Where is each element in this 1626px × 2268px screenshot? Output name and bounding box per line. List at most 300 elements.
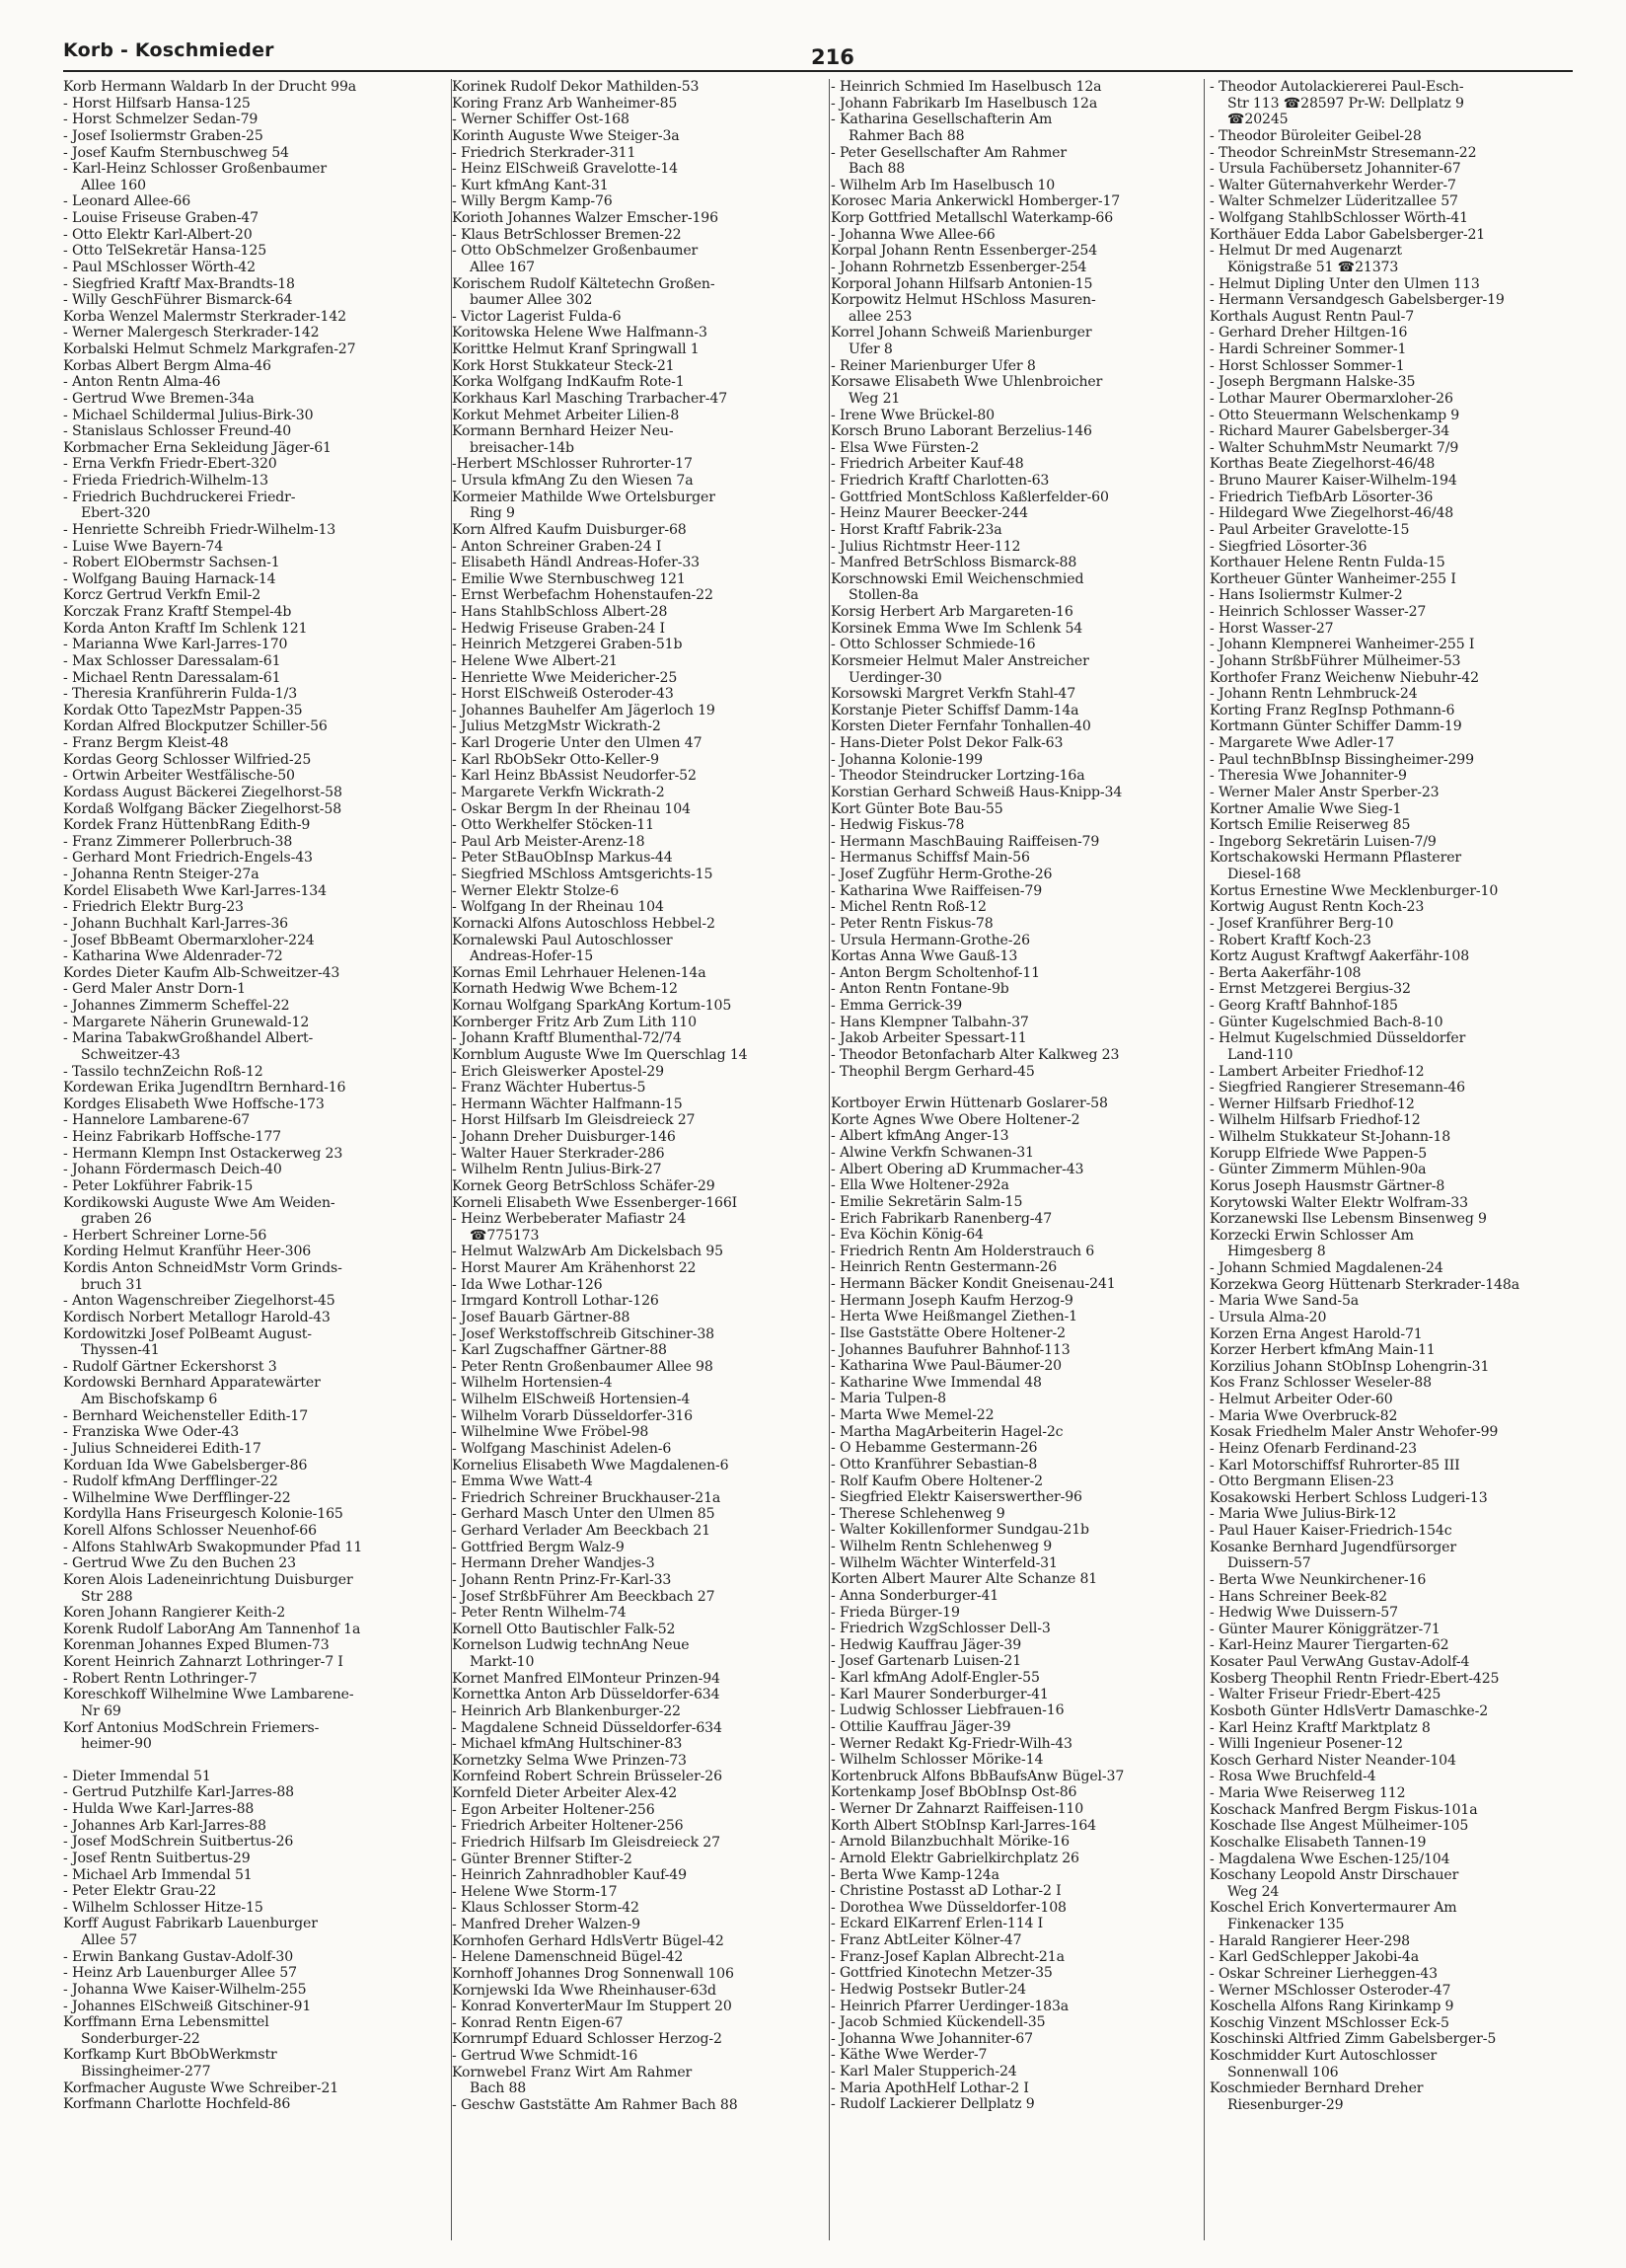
directory-entry: - Martha MagArbeiterin Hagel-2c [831,1423,1064,1440]
directory-entry: - Heinrich Arb Blankenburger-22 [452,1702,681,1719]
directory-entry: Korkhaus Karl Masching Trarbacher-47 [452,390,728,407]
directory-entry: - Friedrich Arbeiter Holtener-256 [452,1818,684,1835]
directory-entry: - Johann Buchhalt Karl-Jarres-36 [63,915,288,932]
directory-entry: - Rosa Wwe Bruchfeld-4 [1210,1769,1376,1785]
directory-entry: - Wolfgang StahlbSchlosser Wörth-41 [1210,210,1468,226]
directory-entry: - Konrad Rentn Eigen-67 [452,2014,624,2031]
directory-entry: - Luise Wwe Bayern-74 [63,538,224,555]
directory-entry: Korbas Albert Bergm Alma-46 [63,357,271,374]
directory-entry: - Otto Kranführer Sebastian-8 [831,1456,1038,1473]
directory-entry: - Wilhelm Rentn Schlehenweg 9 [831,1539,1053,1554]
directory-entry: - Friedrich WzgSchlosser Dell-3 [831,1621,1051,1637]
directory-entry: - Johanna Wwe Kaiser-Wilhelm-255 [63,1981,307,1998]
directory-entry: - Richard Maurer Gabelsberger-34 [1210,423,1450,440]
directory-entry: - Dorothea Wwe Düsseldorfer-108 [831,1899,1067,1916]
directory-entry: - Hulda Wwe Karl-Jarres-88 [63,1801,255,1817]
directory-entry: Korthas Beate Ziegelhorst-46/48 [1210,456,1436,473]
directory-entry: - Siegfried Lösorter-36 [1210,538,1367,555]
directory-entry: Kort Günter Bote Bau-55 [831,800,1003,817]
entry-continuation: Bach 88 [470,2080,527,2097]
directory-entry: - Horst Maurer Am Krähenhorst 22 [452,1260,697,1276]
entry-continuation: Weg 24 [1227,1883,1280,1900]
directory-entry: - Friedrich Rentn Am Holderstrauch 6 [831,1243,1095,1259]
directory-entry: - Helmut Dr med Augenarzt [1210,243,1402,260]
directory-entry: - Peter Gesellschafter Am Rahmer [831,144,1067,161]
directory-entry: Korenman Johannes Exped Blumen-73 [63,1637,330,1654]
directory-entry: - Heinrich Metzgerei Graben-51b [452,637,683,653]
entry-continuation: Ring 9 [470,505,515,522]
directory-entry: Koring Franz Arb Wanheimer-85 [452,95,678,112]
directory-entry: Kortenbruck Alfons BbBaufsAnw Bügel-37 [831,1768,1125,1784]
directory-entry: Korf Antonius ModSchrein Friemers- [63,1719,320,1736]
directory-entry: - Arnold Elektr Gabrielkirchplatz 26 [831,1850,1079,1866]
directory-entry: - Max Schlosser Daressalam-61 [63,652,281,669]
directory-entry: - Hedwig Kauffrau Jäger-39 [831,1636,1022,1653]
directory-entry: Kordaß Wolfgang Bäcker Ziegelhorst-58 [63,800,342,817]
directory-entry: - Josef Gartenarb Luisen-21 [831,1653,1022,1670]
directory-entry: - Otto ObSchmelzer Großenbaumer [452,243,699,260]
directory-entry: - Helene Wwe Albert-21 [452,652,618,669]
directory-entry: Kortmann Günter Schiffer Damm-19 [1210,718,1462,735]
directory-entry: Korinek Rudolf Dekor Mathilden-53 [452,79,700,95]
directory-entry: - Ella Wwe Holtener-292a [831,1177,1009,1194]
directory-entry: - Heinz ElSchweiß Gravelotte-14 [452,161,678,178]
directory-entry: - Johann Rentn Prinz-Fr-Karl-33 [452,1571,672,1588]
directory-entry: - Robert ElObermstr Sachsen-1 [63,555,280,571]
directory-entry: Kordisch Norbert Metallogr Harold-43 [63,1309,331,1325]
directory-entry: - Gerhard Dreher Hiltgen-16 [1210,325,1408,341]
directory-entry: - Willi Ingenieur Posener-12 [1210,1736,1403,1753]
directory-entry: Kosakowski Herbert Schloss Ludgeri-13 [1210,1489,1488,1506]
directory-entry: Korzilius Johann StObInsp Lohengrin-31 [1210,1358,1490,1375]
entry-continuation: Weg 21 [849,390,901,407]
directory-entry: - Theresia Kranführerin Fulda-1/3 [63,686,298,703]
directory-entry: Korytowski Walter Elektr Wolfram-33 [1210,1194,1468,1211]
directory-entry: - Wolfgang In der Rheinau 104 [452,899,664,916]
directory-entry: - Wilhelm Arb Im Haselbusch 10 [831,177,1056,193]
directory-entry: - Marianna Wwe Karl-Jarres-170 [63,637,288,653]
directory-entry: - Berta Wwe Kamp-124a [831,1866,999,1883]
directory-entry: - Karl-Heinz Schlosser Großenbaumer [63,161,327,178]
directory-entry: - Horst Hilfsarb Im Gleisdreieck 27 [452,1112,696,1129]
directory-entry: - Hedwig Friseuse Graben-24 I [452,620,665,637]
directory-entry: - Gertrud Wwe Bremen-34a [63,390,255,407]
entry-continuation: Königstraße 51 ☎21373 [1227,259,1399,275]
directory-entry: - Hermann Joseph Kaufm Herzog-9 [831,1292,1073,1309]
directory-entry: - Michael Arb Immendal 51 [63,1866,253,1883]
directory-column-2 [452,79,807,2250]
directory-entry: - Rolf Kaufm Obere Holtener-2 [831,1473,1043,1489]
directory-entry: - Marina TabakwGroßhandel Albert- [63,1030,314,1047]
entry-continuation: Str 113 ☎28597 Pr-W: Dellplatz 9 [1227,95,1464,112]
directory-entry: Korthäuer Edda Labor Gabelsberger-21 [1210,226,1486,243]
directory-entry: Kornhoff Johannes Drog Sonnenwall 106 [452,1965,734,1982]
directory-entry: - Josef Isoliermstr Graben-25 [63,127,263,144]
directory-entry: Kornek Georg BetrSchloss Schäfer-29 [452,1177,715,1194]
directory-entry: - Bruno Maurer Kaiser-Wilhelm-194 [1210,473,1457,489]
directory-entry: - Ernst Werbefachm Hohenstaufen-22 [452,587,713,604]
directory-entry: - Johann Rentn Lehmbruck-24 [1210,686,1418,703]
directory-entry: - Theophil Bergm Gerhard-45 [831,1063,1035,1080]
directory-entry: - Erna Verkfn Friedr-Ebert-320 [63,456,277,473]
directory-entry: Korp Gottfried Metallschl Waterkamp-66 [831,210,1114,226]
directory-entry: Korzecki Erwin Schlosser Am [1210,1227,1414,1244]
directory-entry: - Josef Kaufm Sternbuschweg 54 [63,144,289,161]
directory-entry: - Hans Isoliermstr Kulmer-2 [1210,587,1403,604]
directory-entry: - Franz Zimmerer Pollerbruch-38 [63,833,293,850]
directory-entry: - Horst ElSchweiß Osteroder-43 [452,686,674,703]
directory-entry: - Karl Heinz Kraftf Marktplatz 8 [1210,1719,1431,1736]
directory-entry: - Helmut Kugelschmied Düsseldorfer [1210,1030,1466,1047]
directory-entry: - Franziska Wwe Oder-43 [63,1424,240,1441]
directory-entry: - Theodor Autolackiererei Paul-Esch- [1210,79,1464,95]
directory-entry: - Wilhelm Wächter Winterfeld-31 [831,1554,1058,1571]
directory-entry: Koschmidder Kurt Autoschlosser [1210,2048,1438,2064]
directory-entry: Kording Helmut Kranführ Heer-306 [63,1244,312,1260]
directory-entry: - Theodor Steindrucker Lortzing-16a [831,768,1085,785]
directory-entry: Korte Agnes Wwe Obere Holtener-2 [831,1111,1080,1128]
directory-entry: - Hedwig Fiskus-78 [831,817,965,834]
directory-entry: - Wolfgang Bauing Harnack-14 [63,570,276,587]
directory-entry: Korioth Johannes Walzer Emscher-196 [452,210,718,226]
entry-continuation: Duissern-57 [1227,1555,1311,1572]
directory-entry: Koschig Vinzent MSchlosser Eck-5 [1210,2014,1449,2031]
entry-continuation: Allee 57 [81,1932,138,1948]
directory-entry: Korpal Johann Rentn Essenberger-254 [831,243,1098,260]
directory-entry: - Gottfried MontSchloss Kaßlerfelder-60 [831,489,1109,505]
entry-continuation: Allee 167 [470,259,535,275]
directory-entry: - Arnold Bilanzbuchhalt Mörike-16 [831,1834,1070,1851]
directory-entry: - Heinrich Schmied Im Haselbusch 12a [831,79,1102,95]
directory-entry: - Eckard ElKarrenf Erlen-114 I [831,1916,1044,1932]
directory-entry: - Horst Hilfsarb Hansa-125 [63,95,251,112]
directory-entry: -Herbert MSchlosser Ruhrorter-17 [452,456,693,473]
directory-entry: Kosch Gerhard Nister Neander-104 [1210,1752,1456,1769]
directory-entry: - Friedrich Kraftf Charlotten-63 [831,473,1050,489]
directory-entry: Kortner Amalie Wwe Sieg-1 [1210,800,1402,817]
directory-entry: Kornfeind Robert Schrein Brüsseler-26 [452,1769,722,1785]
directory-entry: - Herbert Schreiner Lorne-56 [63,1227,267,1244]
directory-entry: - Katharine Wwe Immendal 48 [831,1374,1042,1391]
directory-entry: - Irene Wwe Brückel-80 [831,407,996,423]
directory-entry: - Otto Steuermann Welschenkamp 9 [1210,407,1460,423]
directory-entry: - Josef Zugführ Herm-Grothe-26 [831,867,1053,882]
directory-entry: - Maria ApothHelf Lothar-2 I [831,2079,1029,2096]
directory-entry: - Julius MetzgMstr Wickrath-2 [452,718,661,735]
directory-entry: Kordes Dieter Kaufm Alb-Schweitzer-43 [63,964,340,981]
directory-entry: - Werner Elektr Stolze-6 [452,882,620,899]
directory-entry: - Wilhelm Schlosser Mörike-14 [831,1752,1044,1769]
directory-entry: - Karl Maurer Sonderburger-41 [831,1686,1049,1702]
directory-entry: - Hermann Bäcker Kondit Gneisenau-241 [831,1276,1116,1292]
directory-column-3 [831,79,1186,2250]
directory-entry: Koschack Manfred Bergm Fiskus-101a [1210,1801,1478,1818]
directory-entry: - Werner Hilfsarb Friedhof-12 [1210,1096,1415,1112]
directory-entry: Korczak Franz Kraftf Stempel-4b [63,604,292,620]
directory-entry: Korsch Bruno Laborant Berzelius-146 [831,423,1092,440]
directory-entry: - Johann Dreher Duisburger-146 [452,1129,676,1145]
directory-entry: - Theodor Betonfacharb Alter Kalkweg 23 [831,1046,1120,1063]
directory-entry: - Ilse Gaststätte Obere Holtener-2 [831,1324,1066,1341]
directory-entry: - Heinz Werbeberater Mafiastr 24 [452,1211,687,1228]
directory-entry: - Klaus Schlosser Storm-42 [452,1900,639,1917]
directory-entry: - Rudolf Lackierer Dellplatz 9 [831,2096,1035,2113]
directory-entry: - Franz AbtLeiter Kölner-47 [831,1932,1022,1948]
directory-entry: - Albert Obering aD Krummacher-43 [831,1161,1084,1177]
directory-entry: Korosec Maria Ankerwickl Homberger-17 [831,193,1121,210]
directory-entry: - Peter Rentn Wilhelm-74 [452,1605,627,1622]
directory-entry: - Hermann Dreher Wandjes-3 [452,1555,655,1572]
directory-entry: Korsten Dieter Fernfahr Tonhallen-40 [831,718,1091,735]
directory-entry: - Julius Richtmstr Heer-112 [831,538,1021,555]
directory-entry: - Johannes Zimmerm Scheffel-22 [63,998,290,1014]
directory-entry: - Paul Arb Meister-Arenz-18 [452,833,645,850]
entry-continuation: baumer Allee 302 [470,292,593,309]
directory-entry: - Gottfried Bergm Walz-9 [452,1539,625,1555]
directory-entry: - Horst Schlosser Sommer-1 [1210,357,1405,374]
directory-entry: - Manfred BetrSchloss Bismarck-88 [831,555,1077,571]
directory-entry: - Horst Kraftf Fabrik-23a [831,521,1002,538]
directory-entry: - Marta Wwe Memel-22 [831,1407,995,1423]
directory-entry: - Georg Kraftf Bahnhof-185 [1210,998,1398,1014]
directory-entry: - Karl Heinz BbAssist Neudorfer-52 [452,768,697,785]
directory-entry: - Ida Wwe Lothar-126 [452,1276,603,1293]
directory-entry: Kornrumpf Eduard Schlosser Herzog-2 [452,2031,722,2048]
directory-entry: - Emma Gerrick-39 [831,998,963,1014]
directory-entry: Korschnowski Emil Weichenschmied [831,570,1084,587]
directory-entry: - Katharina Wwe Raiffeisen-79 [831,882,1043,899]
directory-entry: Koren Johann Rangierer Keith-2 [63,1605,286,1622]
entry-continuation: Sonnenwall 106 [1227,2064,1339,2080]
directory-entry: - Louise Friseuse Graben-47 [63,210,259,226]
entry-continuation: Land-110 [1227,1046,1293,1063]
directory-entry: - Friedrich TiefbArb Lösorter-36 [1210,489,1434,505]
directory-entry: - Hermann Klempn Inst Ostackerweg 23 [63,1145,343,1162]
directory-entry: - Eva Köchin König-64 [831,1227,984,1244]
directory-entry: - Peter Rentn Fiskus-78 [831,915,994,932]
directory-entry: - Johann Klempnerei Wanheimer-255 I [1210,637,1475,653]
directory-entry: Koschella Alfons Rang Kirinkamp 9 [1210,1999,1454,2015]
directory-entry: - Ursula Fachübersetz Johanniter-67 [1210,161,1461,178]
directory-entry: - Gertrud Wwe Zu den Buchen 23 [63,1555,296,1572]
directory-entry: - Kurt kfmAng Kant-31 [452,177,609,193]
directory-entry: Kormann Bernhard Heizer Neu- [452,423,674,440]
directory-entry: - Theodor Büroleiter Geibel-28 [1210,127,1422,144]
directory-entry: Koschinski Altfried Zimm Gabelsberger-5 [1210,2031,1497,2048]
directory-entry: Kornblum Auguste Wwe Im Querschlag 14 [452,1046,748,1063]
entry-continuation: Sonderburger-22 [81,2030,200,2047]
directory-entry: - Johanna Wwe Allee-66 [831,226,996,243]
directory-entry: - Tassilo technZeichn Roß-12 [63,1063,263,1080]
directory-entry: - Heinrich Pfarrer Uerdinger-183a [831,1998,1070,2014]
directory-entry: Kortheuer Günter Wanheimer-255 I [1210,570,1456,587]
directory-entry: - Wilhelm Rentn Julius-Birk-27 [452,1162,662,1178]
directory-entry: - Ursula Hermann-Grothe-26 [831,932,1030,948]
directory-entry: Koreschkoff Wilhelmine Wwe Lambarene- [63,1687,354,1703]
directory-entry: - Hans-Dieter Polst Dekor Falk-63 [831,735,1064,751]
directory-entry: - Werner Dr Zahnarzt Raiffeisen-110 [831,1801,1084,1817]
directory-entry: Korthofer Franz Weichenw Niebuhr-42 [1210,669,1479,686]
directory-entry: - Alfons StahlwArb Swakopmunder Pfad 11 [63,1539,363,1555]
directory-entry: - Theresia Wwe Johanniter-9 [1210,768,1407,785]
directory-entry: Korth Albert StObInsp Karl-Jarres-164 [831,1817,1096,1834]
directory-entry: - Ursula kfmAng Zu den Wiesen 7a [452,473,694,489]
directory-entry: - Frieda Bürger-19 [831,1604,960,1621]
directory-entry: - Siegfried MSchloss Amtsgerichts-15 [452,867,713,882]
directory-entry: - Oskar Schreiner Lierheggen-43 [1210,1965,1438,1982]
directory-entry: - Johann Schmied Magdalenen-24 [1210,1260,1443,1276]
directory-entry: - Ottilie Kauffrau Jäger-39 [831,1718,1011,1735]
directory-entry: Kordas Georg Schlosser Wilfried-25 [63,751,312,768]
directory-entry: Korduan Ida Wwe Gabelsberger-86 [63,1457,308,1474]
entry-continuation: graben 26 [81,1211,152,1228]
entry-continuation: Stollen-8a [849,587,919,604]
directory-entry: - Erwin Bankang Gustav-Adolf-30 [63,1948,294,1965]
directory-entry: Kordowitzki Josef PolBeamt August- [63,1325,312,1342]
directory-entry: - Otto Bergmann Elisen-23 [1210,1474,1394,1490]
entry-continuation: Bissingheimer-277 [81,2064,211,2079]
directory-entry: Korenk Rudolf LaborAng Am Tannenhof 1a [63,1621,361,1637]
directory-entry: Korittke Helmut Kranf Springwall 1 [452,341,700,357]
directory-entry: - Katharina Wwe Aldenrader-72 [63,948,283,965]
directory-entry: - Albert kfmAng Anger-13 [831,1128,1009,1145]
directory-entry: - Robert Rentn Lothringer-7 [63,1670,258,1687]
directory-entry: Kortus Ernestine Wwe Mecklenburger-10 [1210,882,1499,899]
directory-entry: - Franz Wächter Hubertus-5 [452,1080,646,1096]
directory-entry: - Erich Gleiswerker Apostel-29 [452,1063,664,1080]
directory-entry: - Ursula Alma-20 [1210,1309,1327,1325]
directory-entry: - Anton Rentn Fontane-9b [831,981,1009,998]
directory-entry: - Werner MSchlosser Osteroder-47 [1210,1982,1451,1999]
directory-entry: Korpowitz Helmut HSchloss Masuren- [831,292,1096,309]
directory-entry: - Emma Wwe Watt-4 [452,1474,593,1490]
directory-entry: Kordges Elisabeth Wwe Hoffsche-173 [63,1096,325,1112]
directory-entry: - Maria Wwe Sand-5a [1210,1293,1360,1310]
directory-entry: - Hermanus Schiffsf Main-56 [831,850,1030,867]
directory-entry: - Ludwig Schlosser Liebfrauen-16 [831,1702,1065,1719]
directory-entry: - Theodor SchreinMstr Stresemann-22 [1210,144,1477,161]
directory-entry: - Josef StrßbFührer Am Beeckbach 27 [452,1588,715,1605]
directory-entry: - Gertrud Wwe Schmidt-16 [452,2048,638,2064]
directory-entry: - Hans Klempner Talbahn-37 [831,1014,1029,1030]
directory-entry: - Friedrich Sterkrader-311 [452,144,636,161]
directory-entry: Koschmieder Bernhard Dreher [1210,2080,1424,2097]
directory-entry: Kosberg Theophil Rentn Friedr-Ebert-425 [1210,1670,1500,1687]
directory-entry: - Hans StahlbSchloss Albert-28 [452,604,668,620]
directory-entry: - Karl-Heinz Maurer Tiergarten-62 [1210,1637,1449,1654]
directory-entry: - Peter StBauObInsp Markus-44 [452,850,673,867]
entry-continuation: Himgesberg 8 [1227,1244,1326,1260]
directory-entry: Kornfeld Dieter Arbeiter Alex-42 [452,1785,678,1801]
directory-entry: - Günter Maurer Königgrätzer-71 [1210,1621,1441,1637]
directory-entry: Kornetzky Selma Wwe Prinzen-73 [452,1752,687,1769]
directory-entry: - Victor Lagerist Fulda-6 [452,308,622,325]
directory-entry: - Günter Zimmerm Mühlen-90a [1210,1162,1427,1178]
directory-entry: Korcz Gertrud Verkfn Emil-2 [63,587,261,604]
directory-entry: - Johanna Wwe Johanniter-67 [831,2030,1033,2047]
directory-entry: Koren Alois Ladeneinrichtung Duisburger [63,1571,353,1588]
directory-entry: - Wilhelm Stukkateur St-Johann-18 [1210,1129,1451,1145]
directory-entry: - Walter Friseur Friedr-Ebert-425 [1210,1687,1441,1703]
entry-continuation: ☎20245 [1227,112,1289,128]
directory-entry: Korinth Auguste Wwe Steiger-3a [452,127,680,144]
directory-entry: Korthals August Rentn Paul-7 [1210,308,1415,325]
directory-entry: - Horst Schmelzer Sedan-79 [63,112,259,128]
directory-entry: - Wilhelm ElSchweiß Hortensien-4 [452,1392,691,1407]
directory-entry: Kornhofen Gerhard HdlsVertr Bügel-42 [452,1932,724,1949]
directory-entry: - Werner Schiffer Ost-168 [452,112,629,128]
entry-gap [63,1753,418,1769]
directory-entry: Korn Alfred Kaufm Duisburger-68 [452,521,687,538]
page-header-range: Korb - Koschmieder [63,39,274,61]
directory-entry: - Paul technBbInsp Bissingheimer-299 [1210,751,1474,768]
directory-entry: - Jakob Arbeiter Spessart-11 [831,1030,1027,1047]
directory-entry: - Hardi Schreiner Sommer-1 [1210,341,1407,357]
directory-entry: Korfmann Charlotte Hochfeld-86 [63,2096,291,2113]
directory-entry: Korstanje Pieter Schiffsf Damm-14a [831,702,1079,718]
directory-entry: - Willy Bergm Kamp-76 [452,193,613,210]
directory-entry: Korrel Johann Schweiß Marienburger [831,325,1092,341]
directory-entry: - Geschw Gaststätte Am Rahmer Bach 88 [452,2096,738,2113]
directory-entry: - Michel Rentn Roß-12 [831,899,987,916]
directory-entry: - Karl Zugschaffner Gärtner-88 [452,1342,667,1359]
directory-entry: - Josef ModSchrein Suitbertus-26 [63,1834,294,1851]
directory-entry: Kornet Manfred ElMonteur Prinzen-94 [452,1670,720,1687]
directory-entry: - Anton Wagenschreiber Ziegelhorst-45 [63,1293,335,1310]
directory-entry: - Ingeborg Sekretärin Luisen-7/9 [1210,833,1437,850]
entry-continuation: Riesenburger-29 [1227,2096,1344,2113]
directory-entry: - Heinrich Zahnradhobler Kauf-49 [452,1867,687,1884]
directory-entry: - Johann StrßbFührer Mülheimer-53 [1210,652,1461,669]
directory-entry: - Hermann Versandgesch Gabelsberger-19 [1210,292,1505,309]
directory-entry: Korthauer Helene Rentn Fulda-15 [1210,555,1445,571]
directory-entry: - Therese Schlehenweg 9 [831,1505,1005,1522]
entry-continuation: Thyssen-41 [81,1342,160,1359]
entry-continuation: Schweitzer-43 [81,1046,181,1063]
directory-entry: Kornelius Elisabeth Wwe Magdalenen-6 [452,1457,729,1474]
directory-column-4 [1210,79,1565,2250]
directory-entry: Kornelson Ludwig technAng Neue [452,1637,690,1654]
directory-entry: - Friedrich Arbeiter Kauf-48 [831,456,1024,473]
directory-entry: Kosak Friedhelm Maler Anstr Wehofer-99 [1210,1424,1499,1441]
directory-entry: Kornau Wolfgang SparkAng Kortum-105 [452,998,732,1014]
directory-entry: - Hermann Wächter Halfmann-15 [452,1096,683,1112]
directory-entry: - Anton Schreiner Graben-24 I [452,538,662,555]
directory-entry: - Josef Rentn Suitbertus-29 [63,1850,251,1866]
directory-entry: - Siegfried Elektr Kaiserswerther-96 [831,1489,1082,1506]
directory-entry: - Harald Rangierer Heer-298 [1210,1932,1410,1949]
directory-entry: - Wilhelm Hortensien-4 [452,1375,613,1392]
directory-entry: - Gottfried Kinotechn Metzer-35 [831,1965,1053,1982]
directory-entry: - Johannes Baufuhrer Bahnhof-113 [831,1341,1071,1358]
directory-entry: - Stanislaus Schlosser Freund-40 [63,423,292,440]
directory-entry: - Michael Rentn Daressalam-61 [63,669,281,686]
directory-entry: Kordek Franz HüttenbRang Edith-9 [63,817,311,834]
directory-entry: Kordylla Hans Friseurgesch Kolonie-165 [63,1506,343,1523]
directory-entry: - Hermann MaschBauing Raiffeisen-79 [831,833,1100,850]
entry-continuation: Markt-10 [470,1654,535,1670]
directory-entry: Kordan Alfred Blockputzer Schiller-56 [63,718,328,735]
directory-entry: - Johann Rohrnetzb Essenberger-254 [831,259,1087,275]
directory-entry: - Siegfried Kraftf Max-Brandts-18 [63,275,295,292]
entry-continuation: bruch 31 [81,1276,144,1293]
directory-entry: - Alwine Verkfn Schwanen-31 [831,1145,1034,1161]
directory-entry: - Berta Wwe Neunkirchener-16 [1210,1571,1427,1588]
directory-entry: Kork Horst Stukkateur Steck-21 [452,357,675,374]
directory-entry: Korkut Mehmet Arbeiter Lilien-8 [452,407,680,423]
directory-entry: - Günter Brenner Stifter-2 [452,1851,632,1867]
directory-entry: Kordikowski Auguste Wwe Am Weiden- [63,1194,335,1211]
